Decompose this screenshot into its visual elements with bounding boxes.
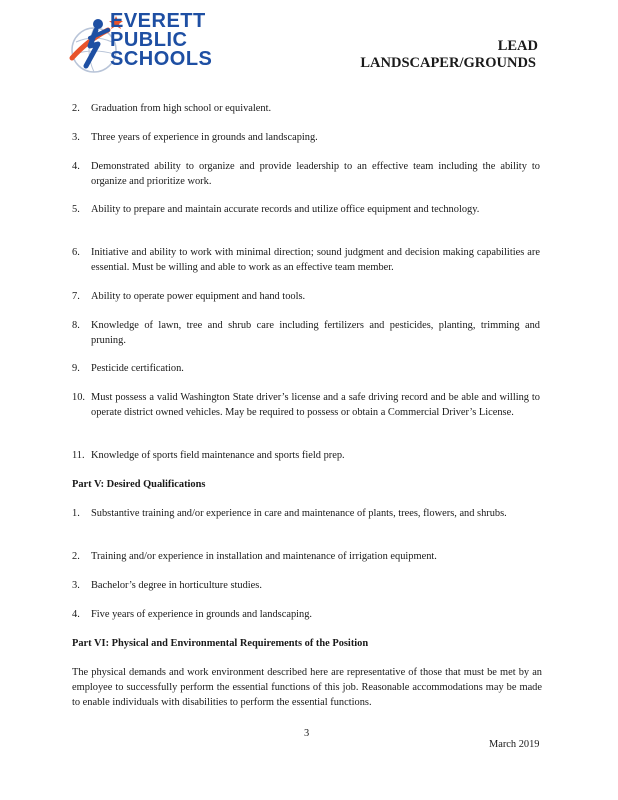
list-item-number: 2.	[72, 103, 80, 114]
list-item-text: Ability to operate power equipment and hand tools.	[91, 291, 306, 302]
list-item-number: 3.	[72, 132, 80, 143]
list-item-text: Demonstrated ability to organize and provide leadership to an effective team including the ability to organize and prioritize work.	[91, 161, 540, 187]
list-item-number: 10.	[72, 392, 85, 403]
list-item-number: 5.	[72, 204, 80, 215]
list-item-number: 9.	[72, 363, 80, 374]
list-item-text: Training and/or experience in installation and maintenance of irrigation equipment.	[91, 551, 437, 562]
list-item	[72, 130, 540, 145]
list-item	[72, 245, 540, 275]
list-item	[72, 318, 540, 348]
list-item	[72, 202, 540, 217]
list-item	[72, 607, 540, 622]
list-item-text: Bachelor’s degree in horticulture studies.	[91, 580, 262, 591]
list-item-text: Ability to prepare and maintain accurate records and utilize office equipment and technology.	[91, 204, 480, 215]
logo-text-line: PUBLIC	[110, 29, 188, 51]
logo-text-line: EVERETT	[110, 10, 206, 32]
list-item	[72, 159, 540, 189]
list-item-text: Initiative and ability to work with minimal direction; sound judgment and decision making capabilities are essential. Must be willing and able to work as an effective team member.	[91, 247, 540, 273]
list-item-text: Substantive training and/or experience in care and maintenance of plants, trees, flowers, and shrubs.	[91, 508, 507, 519]
page-number: 3	[304, 728, 310, 739]
list-item-text: Must possess a valid Washington State driver’s license and a safe driving record and be able and willing to operate district owned vehicles. May be required to possess or obtain a Commercial Driver’s License.	[91, 392, 540, 418]
document-title	[360, 38, 538, 72]
section-heading-part-vi: Part VI: Physical and Environmental Requirements of the Position	[72, 638, 369, 649]
list-item-number: 1.	[72, 508, 80, 519]
list-item	[72, 578, 540, 593]
footer-date: March 2019	[489, 739, 540, 750]
everett-public-schools-logo	[68, 10, 243, 80]
title-line-2: LANDSCAPER/GROUNDS	[360, 55, 536, 71]
requirements-paragraph: The physical demands and work environment described here are representative of those that must be met by an employee to successfully perform the essential functions of this job. Reasonable accommodations may be made to enable individuals with disabilities to perform the essential functions.	[72, 667, 542, 708]
list-item-number: 4.	[72, 609, 80, 620]
list-item-text: Pesticide certification.	[91, 363, 184, 374]
list-item-number: 3.	[72, 580, 80, 591]
list-item-number: 11.	[72, 450, 85, 461]
list-item	[72, 448, 540, 463]
section-heading-part-v: Part V: Desired Qualifications	[72, 479, 206, 490]
list-item	[72, 506, 540, 521]
title-line-1: LEAD	[497, 38, 538, 54]
list-item	[72, 361, 540, 376]
list-item-number: 2.	[72, 551, 80, 562]
list-item	[72, 549, 540, 564]
list-item-text: Knowledge of lawn, tree and shrub care including fertilizers and pesticides, planting, trimming and pruning.	[91, 320, 540, 346]
logo-text-line: SCHOOLS	[110, 48, 213, 70]
list-item-number: 4.	[72, 161, 80, 172]
list-item	[72, 390, 540, 420]
list-item-number: 8.	[72, 320, 80, 331]
list-item-text: Three years of experience in grounds and landscaping.	[91, 132, 318, 143]
list-item-number: 7.	[72, 291, 80, 302]
list-item-text: Knowledge of sports field maintenance and sports field prep.	[91, 450, 345, 461]
list-item-text: Five years of experience in grounds and landscaping.	[91, 609, 313, 620]
list-item-text: Graduation from high school or equivalent.	[91, 103, 272, 114]
list-item-number: 6.	[72, 247, 80, 258]
list-item	[72, 101, 540, 116]
list-item	[72, 289, 540, 304]
